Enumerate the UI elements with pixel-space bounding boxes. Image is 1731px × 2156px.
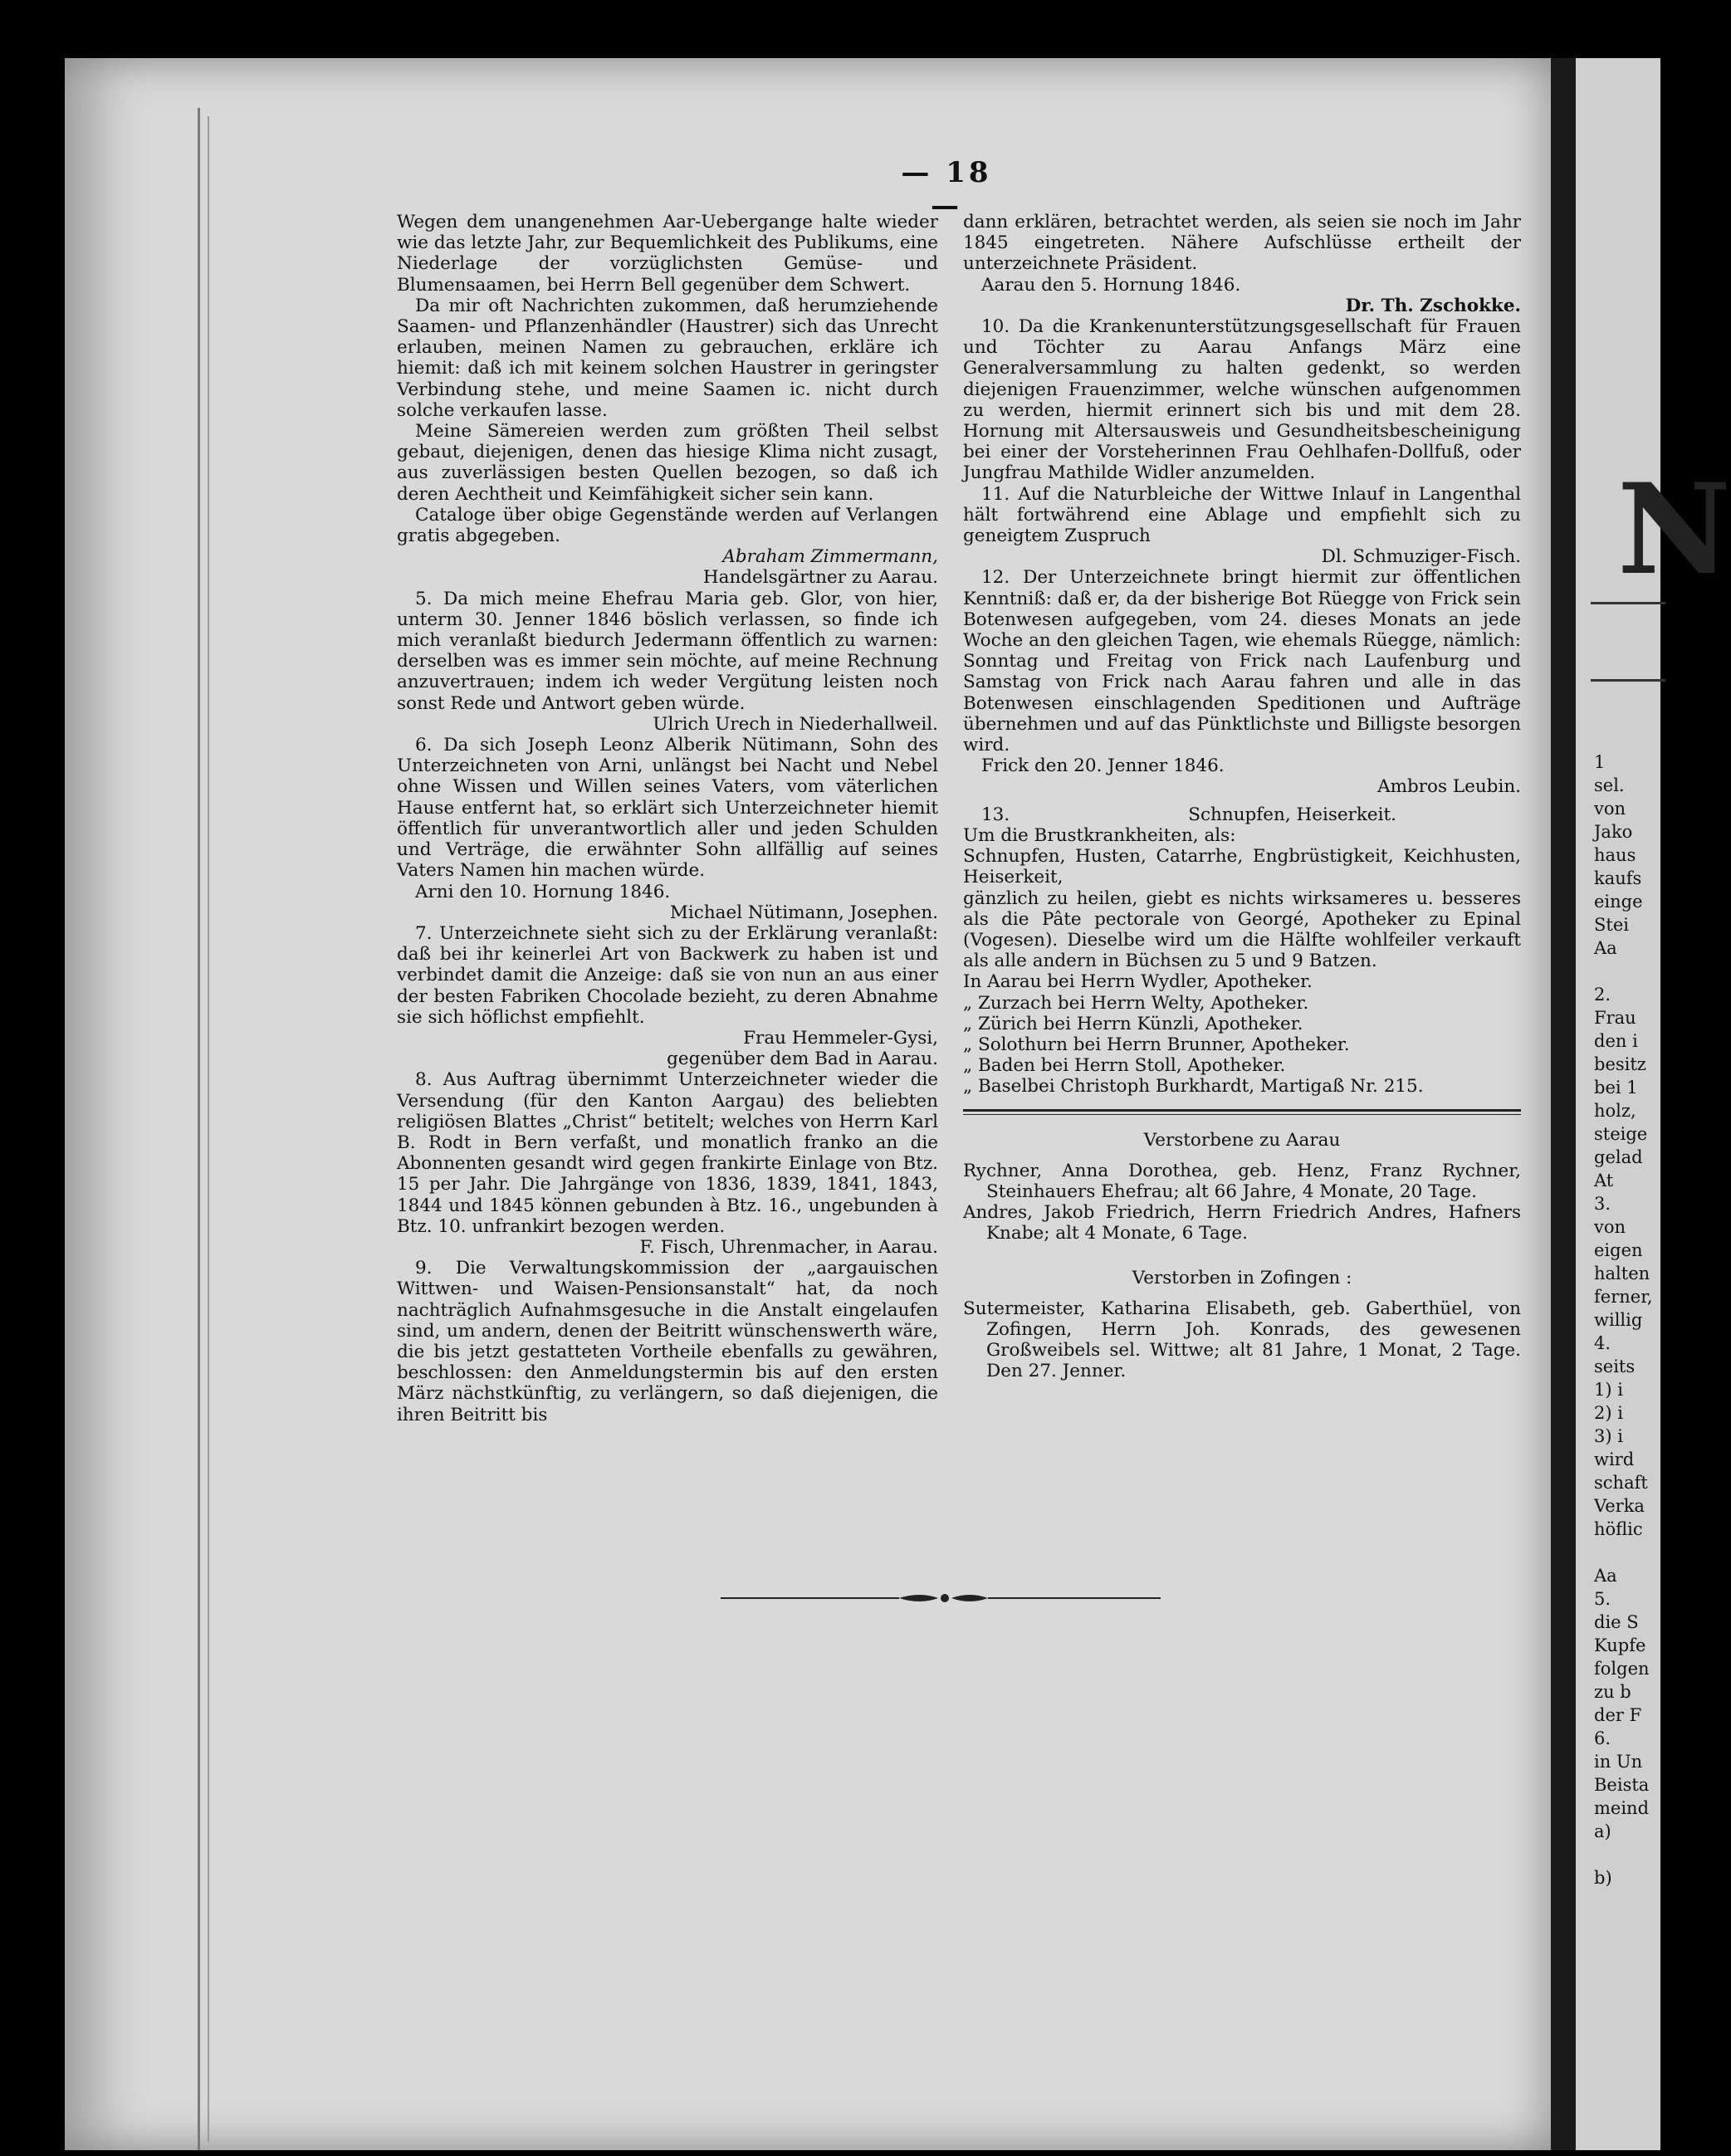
notice-paragraph: Dl. Schmuziger-Fisch. <box>1321 546 1521 568</box>
notice-paragraph: 12. Der Unterzeichnete bringt hiermit zur öffentlichen Kenntniß: daß er, da der bisherige Bot Rüegge von Frick sein Botenwesen aufgegeben, vom 24. dieses Monats an jede Woche an den gleichen Tagen, wie ehemals Rüegge, nämlich: Sonntag und Freitag von Frick nach Laufenburg und Samstag von Frick nach Aarau fahren und alle in das Botenwesen einschlagenden Speditionen und Aufträge übernehmen und auf das Pünktlichste und Billigste besorgen wird. <box>963 567 1521 756</box>
next-page-rule <box>1591 679 1665 682</box>
next-page-line: sel. <box>1594 775 1625 795</box>
next-page-line: Kupfe <box>1594 1635 1646 1655</box>
next-page-line: meind <box>1594 1798 1650 1818</box>
next-page-line: willig <box>1594 1310 1643 1330</box>
next-page-line: Aa <box>1594 1566 1617 1586</box>
next-page-line: eigen <box>1594 1240 1643 1260</box>
notice-paragraph: F. Fisch, Uhrenmacher, in Aarau. <box>639 1236 938 1258</box>
seller-line: „ Zurzach bei Herrn Welty, Apotheker. <box>963 992 1309 1014</box>
notice-paragraph: 11. Auf die Naturbleiche der Wittwe Inlauf in Langenthal hält fortwährend eine Ablage und empfiehlt sich zu geneigtem Zuspruch <box>963 483 1521 547</box>
deaths-zofingen-list <box>963 1298 1521 1382</box>
advert-heading: Schnupfen, Heiserkeit. <box>1188 804 1396 825</box>
deaths-aarau-heading: Verstorbene zu Aarau <box>1143 1129 1341 1151</box>
book-spine-shadow <box>1551 58 1576 2150</box>
notice-paragraph: 7. Unterzeichnete sieht sich zu der Erklärung veranlaßt: daß bei ihr keinerlei Art von Backwerk zu haben ist und verbindet damit die Anzeige: daß sie von nun an aus einer der besten Fabriken Chocolade bezieht, zu deren Abnahme sie sich höflichst empfiehlt. <box>397 922 938 1028</box>
next-page-line: der F <box>1594 1705 1642 1725</box>
next-page-line: Stei <box>1594 915 1629 935</box>
next-page-line: halten <box>1594 1264 1650 1283</box>
next-page-line: steige <box>1594 1124 1648 1144</box>
next-page-line: schaft <box>1594 1473 1648 1493</box>
deaths-aarau-list <box>963 1161 1521 1244</box>
notice-paragraph: Cataloge über obige Gegenstände werden auf Verlangen gratis abgegeben. <box>397 504 938 547</box>
advert-sellers <box>963 971 1521 1097</box>
next-page-line: Jako <box>1594 822 1633 842</box>
next-page-line: haus <box>1594 845 1636 865</box>
next-page-line: 1 <box>1594 752 1606 772</box>
notice-paragraph: Aarau den 5. Hornung 1846. <box>981 274 1241 296</box>
seller-line: „ Baselbei Christoph Burkhardt, Martigaß Nr. 215. <box>963 1076 1424 1098</box>
notice-paragraph: Ulrich Urech in Niederhallweil. <box>653 713 938 735</box>
next-page-initial: N <box>1617 457 1731 603</box>
gutter-line <box>198 108 200 2150</box>
next-page-line: Beista <box>1594 1775 1650 1795</box>
gutter-line-inner <box>208 116 209 2142</box>
next-page-line: wird <box>1594 1450 1635 1469</box>
notice-paragraph: 6. Da sich Joseph Leonz Alberik Nütimann, Sohn des Unterzeichneten von Arni, unlängst bei Nacht und Nebel ohne Wissen und Willen seines Vaters, vom väterlichen Hause entfernt hat, so erklärt sich Unterzeichneter hiemit öffentlich für unverantwortlich aller und jeden Schulden und Verträge, die erwähnter Sohn allfällig auf seines Vaters Namen hin machen würde. <box>397 735 938 882</box>
ornamental-divider <box>721 1590 1161 1606</box>
next-page-line: Aa <box>1594 938 1617 958</box>
notice-paragraph: gegenüber dem Bad in Aarau. <box>667 1049 938 1070</box>
next-page-fragment <box>1576 58 1731 2150</box>
advert-13 <box>963 804 1521 1098</box>
page-number: — 18 — <box>901 156 992 222</box>
next-page-line: die S <box>1594 1612 1639 1632</box>
notice-paragraph: Arni den 10. Hornung 1846. <box>415 881 671 902</box>
next-page-line: b) <box>1594 1868 1612 1888</box>
seller-line: In Aarau bei Herrn Wydler, Apotheker. <box>963 971 1313 993</box>
next-page-line: höflic <box>1594 1519 1643 1539</box>
next-page-line: 4. <box>1594 1333 1611 1353</box>
deaths-zofingen-heading: Verstorben in Zofingen : <box>1132 1267 1352 1288</box>
notice-paragraph: Frau Hemmeler-Gysi, <box>743 1027 938 1049</box>
next-page-rule <box>1591 602 1665 604</box>
next-page-line: gelad <box>1594 1147 1643 1167</box>
seller-line: „ Zürich bei Herrn Künzli, Apotheker. <box>963 1013 1303 1034</box>
notice-paragraph: Abraham Zimmermann, <box>722 546 938 568</box>
notice-paragraph: Dr. Th. Zschokke. <box>1345 295 1521 316</box>
notice-paragraph: Handelsgärtner zu Aarau. <box>702 567 938 589</box>
notice-paragraph: Wegen dem unangenehmen Aar-Uebergange halte wieder wie das letzte Jahr, zur Bequemlichkeit des Publikums, eine Niederlage der vorzüglichsten Gemüse- und Blumensaamen, bei Herrn Bell gegenüber dem Schwert. <box>397 212 938 296</box>
death-entry: Andres, Jakob Friedrich, Herrn Friedrich Andres, Hafners Knabe; alt 4 Monate, 6 Tage. <box>963 1202 1521 1244</box>
next-page-line: ferner, <box>1594 1287 1653 1307</box>
next-page-line: kaufs <box>1594 868 1642 888</box>
advert-intro: Um die Brustkrankheiten, als: <box>963 824 1236 846</box>
notice-paragraph: 10. Da die Krankenunterstützungsgesellschaft für Frauen und Töchter zu Aarau Anfangs März eine Generalversammlung zu halten gedenkt, so werden diejenigen Frauenzimmer, welche wünschen aufgenommen zu werden, hiermit erinnert sich bis und mit dem 28. Hornung mit Altersausweis und Gesundheitsbescheinigung bei einer der Vorsteherinnen Frau Oehlhafen-Dollfuß, oder Jungfrau Mathilde Widler anzumelden. <box>963 316 1521 484</box>
next-page-line: 2. <box>1594 985 1611 1005</box>
notice-paragraph: 8. Aus Auftrag übernimmt Unterzeichneter wieder die Versendung (für den Kanton Aargau) des beliebten religiösen Blattes „Christ“ betitelt; welches von Herrn Karl B. Rodt in Bern verfaßt, und monatlich franko an die Abonnenten gesandt wird gegen frankirte Einlage von Btz. 15 per Jahr. Die Jahrgänge von 1836, 1839, 1841, 1843, 1844 und 1845 können gebunden à Btz. 16., ungebunden à Btz. 10. unfrankirt bezogen werden. <box>397 1069 938 1237</box>
notice-paragraph: 9. Die Verwaltungskommission der „aargauischen Wittwen- und Waisen-Pensionsanstalt“ hat, da noch nachträglich Aufnahmsgesuche in die Anstalt eingelaufen sind, um andern, denen der Beitritt wünschenswerth wäre, die bis jetzt gestatteten Vortheile ebenfalls zu gewähren, beschlossen: den Anmeldungstermin bis auf den ersten März nächstkünftig, zu verlängern, so daß diejenigen, die ihren Beitritt bis <box>397 1258 938 1425</box>
next-page-line: At <box>1594 1171 1614 1190</box>
next-page-line: 3. <box>1594 1194 1611 1214</box>
deaths-aarau <box>963 1130 1521 1244</box>
next-page-line: einge <box>1594 892 1643 912</box>
next-page-line: 2) i <box>1594 1403 1623 1423</box>
death-entry: Rychner, Anna Dorothea, geb. Henz, Franz Rychner, Steinhauers Ehefrau; alt 66 Jahre, 4 Monate, 20 Tage. <box>963 1160 1521 1202</box>
seller-line: „ Solothurn bei Herrn Brunner, Apotheker. <box>963 1034 1350 1055</box>
next-page-line: 6. <box>1594 1728 1611 1748</box>
deaths-zofingen <box>963 1268 1521 1382</box>
middle-column <box>963 212 1521 1382</box>
next-page-line: folgen <box>1594 1659 1650 1679</box>
advert-body: gänzlich zu heilen, giebt es nichts wirksameres u. besseres als die Pâte pectorale von Georgé, Apotheker zu Epinal (Vogesen). Dieselbe wird um die Hälfte wohlfeiler verkauft als alle andern in Büchsen zu 5 und 9 Batzen. <box>963 887 1521 972</box>
next-page-line: seits <box>1594 1357 1636 1376</box>
notice-paragraph: Meine Sämereien werden zum größten Theil selbst gebaut, diejenigen, denen das hiesige Klima nicht zusagt, aus zuverlässigen besten Quellen bezogen, so daß ich deren Aechtheit und Keimfähigkeit sicher sein kann. <box>397 421 938 505</box>
seller-line: „ Baden bei Herrn Stoll, Apotheker. <box>963 1055 1286 1077</box>
left-column <box>397 212 938 1425</box>
next-page-line: Verka <box>1594 1496 1645 1516</box>
next-page-line: holz, <box>1594 1101 1636 1121</box>
next-page-line: den i <box>1594 1031 1638 1051</box>
next-page-line: a) <box>1594 1821 1611 1841</box>
next-page-line: von <box>1594 1217 1626 1237</box>
notice-paragraph: Da mir oft Nachrichten zukommen, daß herumziehende Saamen- und Pflanzenhändler (Haustrer) sich das Unrecht erlauben, meinen Namen zu gebrauchen, erkläre ich hiemit: daß ich mit keinem solchen Haustrer in geringster Verbindung stehe, und meine Saamen ic. nicht durch solche verkaufen lasse. <box>397 295 938 421</box>
notice-paragraph: Frick den 20. Jenner 1846. <box>981 755 1225 777</box>
next-page-line: 5. <box>1594 1589 1611 1609</box>
death-entry: Sutermeister, Katharina Elisabeth, geb. Gaberthüel, von Zofingen, Herrn Joh. Konrads, des gewesenen Großweibels sel. Wittwe; alt 81 Jahre, 1 Monat, 2 Tage. Den 27. Jenner. <box>963 1298 1521 1382</box>
next-page-line: 1) i <box>1594 1380 1623 1400</box>
notice-paragraph: Ambros Leubin. <box>1377 776 1521 798</box>
next-page-line: 3) i <box>1594 1426 1623 1446</box>
notice-paragraph: Michael Nütimann, Josephen. <box>669 902 938 923</box>
advert-list: Schnupfen, Husten, Catarrhe, Engbrüstigkeit, Keichhusten, Heiserkeit, <box>963 846 1521 888</box>
middle-column-notices <box>963 212 1521 798</box>
next-page-line: zu b <box>1594 1682 1631 1702</box>
notice-paragraph: dann erklären, betrachtet werden, als seien sie noch im Jahr 1845 eingetreten. Nähere Aufschlüsse ertheilt der unterzeichnete Präsident. <box>963 212 1521 275</box>
next-page-line: von <box>1594 799 1626 819</box>
section-rule <box>963 1109 1521 1115</box>
next-page-line: Frau <box>1594 1008 1636 1028</box>
advert-number: 13. <box>981 804 1010 825</box>
notice-paragraph: 5. Da mich meine Ehefrau Maria geb. Glor, von hier, unterm 30. Jenner 1846 böslich verlassen, so finde ich mich veranlaßt biedurch Jedermann öffentlich zu warnen: derselben was es immer sein möchte, auf meine Rechnung anzuvertrauen; indem ich weder Vergütung leisten noch sonst Rede und Antwort geben würde. <box>397 588 938 714</box>
next-page-line: besitz <box>1594 1054 1646 1074</box>
next-page-line: in Un <box>1594 1752 1643 1772</box>
next-page-line: bei 1 <box>1594 1078 1638 1098</box>
